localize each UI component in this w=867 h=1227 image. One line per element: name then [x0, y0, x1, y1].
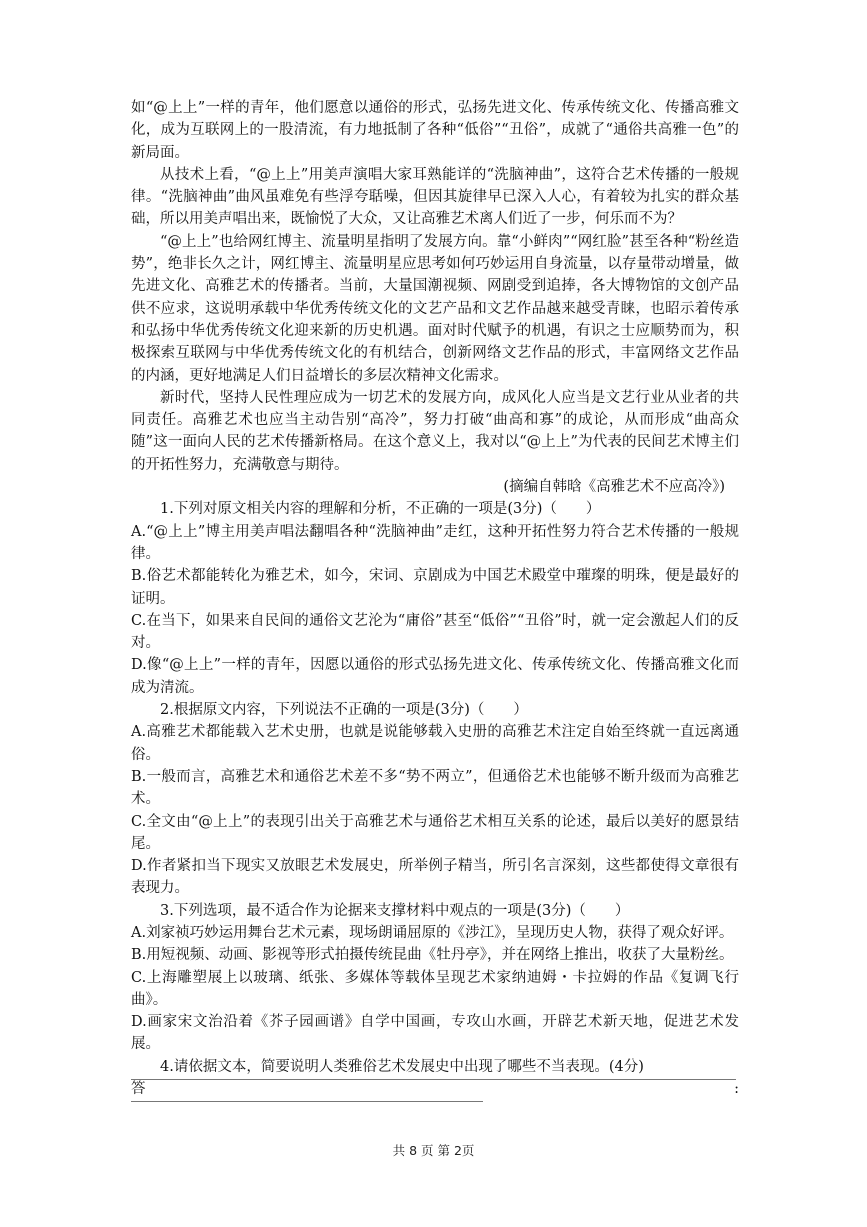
answer-label: 答 [131, 1081, 146, 1098]
question-2-option-b: B.一般而言，高雅艺术和通俗艺术差不多“势不两立”，但通俗艺术也能够不断升级而为高雅艺术。 [131, 768, 739, 808]
question-2-option-d: D.作者紧扣当下现实又放眼艺术发展史，所举例子精当，所引名言深刻，这些都使得文章很有表现力。 [131, 858, 739, 897]
answer-line[interactable] [131, 1079, 736, 1080]
passage-paragraph-1: 如“@上上”一样的青年，他们愿意以通俗的形式，弘扬先进文化、传承传统文化、传播高雅文化，成为互联网上的一股清流，有力地抵制了各种“低俗”“丑俗”，成就了“通俗共高雅一色”的新局面。 [131, 100, 739, 161]
passage-paragraph-2: 从技术上看，“@上上”用美声演唱大家耳熟能详的“洗脑神曲”，这符合艺术传播的一般规律。“洗脑神曲”曲风虽难免有些浮夸聒噪，但因其旋律早已深入人心，有着较为扎实的群众基础，所以用美声唱出来，既愉悦了大众，又让高雅艺术离人们近了一步，何乐而不为？ [131, 166, 739, 228]
question-3-option-a: A.刘家祯巧妙运用舞台艺术元素，现场朗诵屈原的《涉江》，呈现历史人物，获得了观众好评。 [131, 924, 734, 941]
question-4-stem: 4.请依据文本，简要说明人类雅俗艺术发展史中出现了哪些不当表现。(4分) [160, 1058, 644, 1075]
question-1-option-d: D.像“@上上”一样的青年，因愿以通俗的形式弘扬先进文化、传承传统文化、传播高雅文化而成为清流。 [131, 657, 739, 696]
answer-row [131, 1078, 739, 1100]
question-3-option-d: D.画家宋文治沿着《芥子园画谱》自学中国画，专攻山水画，开辟艺术新天地，促进艺术发展。 [131, 1014, 739, 1053]
question-1-stem: 1.下列对原文相关内容的理解和分析，不正确的一项是(3分)（ ） [160, 501, 601, 518]
page-footer: 共 8 页 第 2页 [392, 1143, 475, 1158]
question-2-option-c: C.全文由“@上上”的表现引出关于高雅艺术与通俗艺术相互关系的论述，最后以美好的愿景结尾。 [131, 813, 739, 852]
passage-paragraph-4: 新时代，坚持人民性理应成为一切艺术的发展方向，成风化人应当是文艺行业从业者的共同责任。高雅艺术也应当主动告别“高冷”，努力打破“曲高和寡”的成论，从而形成“曲高众随”这一面向人民的艺术传播新格局。在这个意义上，我对以“@上上”为代表的民间艺术博主们的开拓性努力，充满敬意与期待。 [131, 389, 739, 473]
document-body [131, 97, 739, 1100]
answer-colon: : [734, 1081, 739, 1098]
passage-paragraph-3: “@上上”也给网红博主、流量明星指明了发展方向。靠“小鲜肉”“网红脸”甚至各种“粉丝造势”，绝非长久之计，网红博主、流量明星应思考如何巧妙运用自身流量，以存量带动增量，做先进文化、高雅艺术的传播者。当前，大量国潮视频、网剧受到追捧，各大博物馆的文创产品供不应求，这说明承载中华优秀传统文化的文艺产品和文艺作品越来越受青睐，也昭示着传承和弘扬中华优秀传统文化迎来新的历史机遇。面对时代赋予的机遇，有识之士应顺势而为，积极探索互联网与中华优秀传统文化的有机结合，创新网络文艺作品的形式，丰富网络文艺作品的内涵，更好地满足人们日益增长的多层次精神文化需求。 [131, 233, 739, 384]
question-1-option-c: C.在当下，如果来自民间的通俗文艺沦为“庸俗”甚至“低俗”“丑俗”时，就一定会激起人们的反对。 [131, 612, 739, 652]
question-3-option-b: B.用短视频、动画、影视等形式拍摄传统昆曲《牡丹亭》，并在网络上推出，收获了大量粉丝。 [131, 947, 734, 964]
question-3-stem: 3.下列选项，最不适合作为论据来支撑材料中观点的一项是(3分)（ ） [160, 902, 630, 919]
question-3-option-c: C.上海雕塑展上以玻璃、纸张、多媒体等载体呈现艺术家纳迪姆・卡拉姆的作品《复调飞行曲》。 [131, 969, 739, 1008]
question-2-stem: 2.根据原文内容，下列说法不正确的一项是(3分)（ ） [160, 702, 528, 719]
passage-source: (摘编自韩晗《高雅艺术不应高冷》) [503, 479, 725, 496]
question-2-option-a: A.高雅艺术都能载入艺术史册，也就是说能够载入史册的高雅艺术注定自始至终就一直远离通俗。 [131, 724, 739, 763]
question-1-option-a: A.“@上上”博主用美声唱法翻唱各种“洗脑神曲”走红，这种开拓性努力符合艺术传播的一般规律。 [131, 523, 739, 562]
answer-line-short[interactable] [131, 1101, 483, 1102]
question-1-option-b: B.俗艺术都能转化为雅艺术，如今，宋词、京剧成为中国艺术殿堂中璀璨的明珠，便是最好的证明。 [131, 568, 739, 607]
